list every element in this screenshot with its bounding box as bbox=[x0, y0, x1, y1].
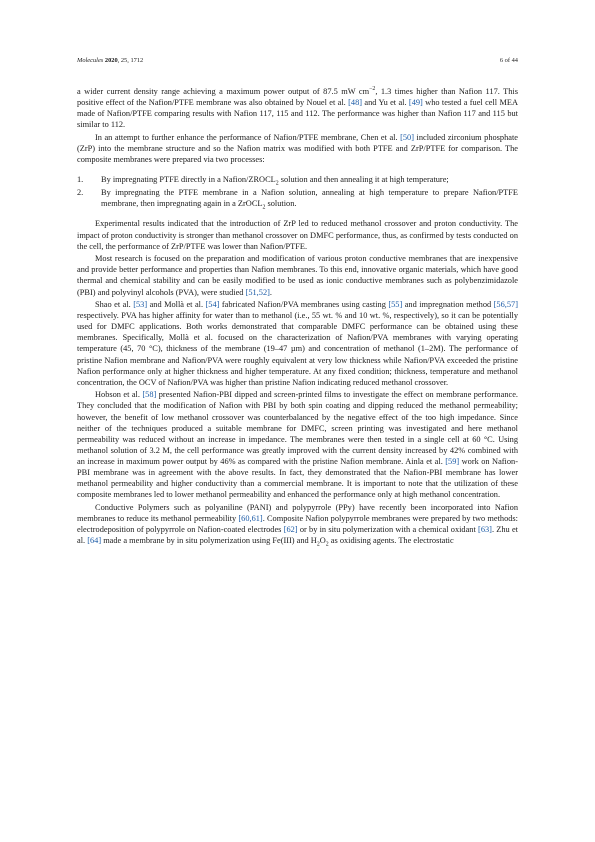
list-item bbox=[77, 174, 518, 185]
paragraph-2 bbox=[77, 132, 518, 165]
citation-link-63[interactable]: [63] bbox=[478, 524, 492, 534]
journal-name: Molecules bbox=[77, 57, 104, 64]
list-item bbox=[77, 187, 518, 209]
text: who tested a fuel cell MEA made of Nafion/PTFE comparing results with Nafion 117, 115 and 112. The performance was higher than Nafion 117 and 115 but similar to 112. bbox=[77, 98, 519, 130]
citation-link-62[interactable]: [62] bbox=[283, 524, 298, 534]
citation-link-56-57[interactable]: [56,57] bbox=[493, 300, 518, 310]
journal-volume-pages: , 25, 1712 bbox=[117, 57, 144, 64]
citation-link-55[interactable]: [55] bbox=[388, 300, 403, 310]
text: as oxidising agents. The electrostatic bbox=[328, 536, 454, 546]
paragraph-6 bbox=[77, 389, 518, 500]
subscript: 2 bbox=[262, 205, 266, 211]
list-number: 2. bbox=[77, 188, 84, 198]
text: solution and then annealing it at high temperature; bbox=[278, 175, 449, 185]
page-number: 6 of 44 bbox=[499, 57, 518, 64]
text: Shao et al. bbox=[95, 300, 134, 310]
citation-link-59[interactable]: [59] bbox=[445, 456, 460, 466]
text: presented Nafion-PBI dipped and screen-printed films to investigate the effect on membrane performance. They concluded that the modification of Nafion with PBI by both spin coating and dipping reduced the methanol permeability; however, the benefit of low methanol crossover was counterbalanced by the negative effect of the too high impedance. Since neither of the techniques produced a suitable membrane for DMFC, screen printing was investigated and here methanol permeability was reduced without an increase in impedance. The membranes were then tested in a single cell at 60 °C. Using methanol solution of 3.2 M, the cell performance was greatly improved with the current density increased by 42% combined with an increase in maximum power output by 46% as compared with the pristine Nafion membrane. Ainla et al. bbox=[77, 390, 518, 466]
citation-link-58[interactable]: [58] bbox=[142, 390, 157, 400]
text: . Composite Nafion polypyrrole membranes were prepared by two methods: electrodeposition of polypyrrole on Nafion-coated electrodes bbox=[77, 513, 519, 534]
text: . bbox=[269, 287, 272, 297]
text: Experimental results indicated that the introduction of ZrP led to reduced methanol crossover and proton conductivity. The impact of proton conductivity is stronger than methanol crossover on DMFC performance, thus, as confirmed by tests conducted on the cell, the performance of ZrP/PTFE was lower than Nafion/PTFE. bbox=[77, 219, 518, 251]
citation-link-51-52[interactable]: [51,52] bbox=[245, 287, 270, 297]
text: By impregnating PTFE directly in a Nafion/ZROCL bbox=[101, 175, 276, 185]
text: work on Nafion-PBI membrane was in agreement with the above results. In fact, they demonstrated that the Nafion-PBI membrane has lower methanol permeability and higher conductivity than a commercial membrane. It is important to note that the utilization of these composite membranes led to lower methanol permeability and enhanced the performance only at high methanol concentration. bbox=[77, 456, 519, 500]
text: and impregnation method bbox=[402, 300, 494, 310]
text: , 1.3 times higher than Nafion 117. This positive effect of the Nafion/PTFE membrane was also obtained by Nouel et al. bbox=[77, 87, 518, 108]
paragraph-7 bbox=[77, 502, 518, 546]
text: or by in situ polymerization with a chemical oxidant bbox=[297, 524, 479, 534]
superscript: −2 bbox=[369, 86, 376, 93]
text: made a membrane by in situ polymerization using Fe(III) and H bbox=[101, 536, 317, 546]
subscript: 2 bbox=[325, 541, 329, 548]
text: fabricated Nafion/PVA membranes using casting bbox=[219, 300, 389, 310]
text: respectively. PVA has higher affinity for water than to methanol (i.e., 55 wt. % and 10 wt. %, respectively), so it can be potentially used for DMFC applications. Both works demonstrated that comparable DMFC performance can be obtained using these membranes. Specifically, Mollà et al. focused on the characterization of Nafion/PVA membranes with varying operating temperature (45, 70 °C), thickness of the membrane (19–47 µm) and concentration of methanol (1–2M). The performance of pristine Nafion membrane and Nafion/PVA were roughly equivalent at very low thickness while Nafion/PVA exceeded the pristine Nafion performance only at higher thickness and higher temperature. At any fixed condition; thickness, temperature and methanol concentration, the OCV of Nafion/PVA was higher than pristine Nafion indicating reduced methanol crossover. bbox=[77, 311, 518, 387]
paragraph-3 bbox=[77, 218, 518, 251]
citation-link-50[interactable]: [50] bbox=[400, 132, 415, 142]
text: a wider current density range achieving a maximum power output of 87.5 mW cm bbox=[77, 87, 370, 96]
text: O bbox=[319, 536, 326, 546]
text: In an attempt to further enhance the performance of Nafion/PTFE membrane, Chen et al. bbox=[95, 132, 401, 142]
paragraph-1 bbox=[77, 86, 518, 130]
text: By impregnating the PTFE membrane in a Nafion solution, annealing at high temperature to prepare Nafion/PTFE membrane, then impregnating again in a ZrOCL bbox=[101, 188, 518, 209]
text: solution. bbox=[265, 199, 297, 209]
list-number: 1. bbox=[77, 175, 84, 185]
list-text bbox=[101, 174, 518, 185]
article-body bbox=[77, 86, 518, 548]
text: Most research is focused on the preparation and modification of various proton conductive membranes that are inexpensive and provide better performance and properties than Nafion membranes. To this end, innovative organic materials, which have good thermal and chemical stability and can be easily modified to be used as ionic conductive membranes such as polybenzimidazole (PBI) and polyvinyl alcohols (PVA), were studied bbox=[77, 254, 518, 297]
subscript: 2 bbox=[316, 541, 320, 548]
text: Conductive Polymers such as polyaniline (PANI) and polypyrrole (PPy) have recently been incorporated into Nafion membranes to reduce its methanol permeability bbox=[77, 502, 518, 523]
paragraph-4 bbox=[77, 253, 518, 297]
text: Hobson et al. bbox=[95, 390, 143, 400]
citation-link-49[interactable]: [49] bbox=[408, 98, 423, 108]
list-text bbox=[101, 187, 518, 209]
citation-link-48[interactable]: [48] bbox=[348, 98, 363, 108]
citation-link-53[interactable]: [53] bbox=[133, 300, 148, 310]
journal-year: 2020 bbox=[104, 57, 118, 64]
text: and Yu et al. bbox=[362, 98, 409, 108]
paragraph-5 bbox=[77, 299, 518, 388]
process-list bbox=[77, 174, 518, 209]
citation-link-54[interactable]: [54] bbox=[205, 300, 220, 310]
running-header bbox=[77, 57, 518, 65]
journal-citation bbox=[77, 57, 143, 65]
text: . Zhu et al. bbox=[77, 524, 518, 546]
text: and Mollà et al. bbox=[147, 300, 206, 310]
subscript: 2 bbox=[275, 180, 279, 187]
citation-link-64[interactable]: [64] bbox=[87, 536, 102, 546]
citation-link-60-61[interactable]: [60,61] bbox=[238, 513, 263, 523]
text: included zirconium phosphate (ZrP) into the membrane structure and so the Nafion matrix was modified with both PTFE and ZrP/PTFE for comparison. The composite membranes were prepared via two processes: bbox=[77, 132, 518, 165]
